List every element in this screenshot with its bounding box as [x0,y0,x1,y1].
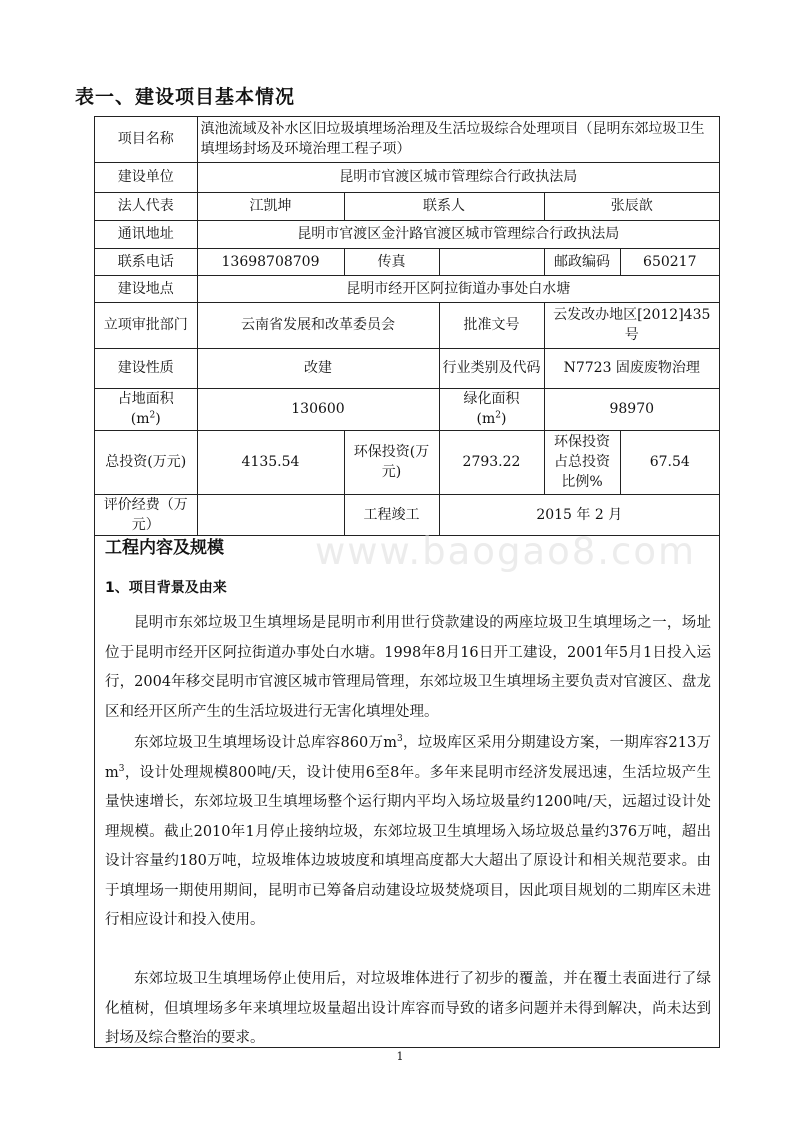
postcode-value: 650217 [620,248,719,275]
eval-fee-value [197,494,344,535]
table-row [95,162,719,192]
nature-label: 建设性质 [95,348,197,388]
env-ratio-value: 67.54 [620,430,719,494]
eval-fee-label: 评价经费（万元） [95,494,197,535]
table-row [95,248,719,275]
table-row [95,430,719,494]
table-row [95,302,719,348]
green-label [439,388,544,430]
env-invest-value: 2793.22 [439,430,544,494]
nature-value: 改建 [197,348,439,388]
green-label-unit: (m [476,411,496,427]
area-label-unit: (m [130,411,150,427]
table-row [95,117,719,162]
approval-dept-label: 立项审批部门 [95,302,197,348]
watermark: www.baogao8.com [315,530,697,573]
green-value: 98970 [544,388,719,430]
green-label-text: 绿化面积 [463,391,520,407]
industry-value: N7723 固废废物治理 [544,348,719,388]
address-value: 昆明市官渡区金汁路官渡区城市管理综合行政执法局 [197,220,719,248]
area-label-close: ) [155,411,161,427]
green-label-sup: 2 [495,410,501,421]
paragraph-2-part-b: ，垃圾库区采用分期建设方案，一期库容213万m [105,735,711,781]
approval-no-label: 批准文号 [439,302,544,348]
table-row [95,494,719,535]
industry-label: 行业类别及代码 [439,348,544,388]
fax-value [439,248,544,275]
area-label-text: 占地面积 [117,391,174,407]
table-row [95,348,719,388]
phone-label: 联系电话 [95,248,197,275]
contact-label: 联系人 [344,192,544,220]
section-title: 工程内容及规模 [105,538,224,558]
invest-label: 总投资(万元) [95,430,197,494]
area-label [95,388,197,430]
table-row [95,220,719,248]
project-name-label: 项目名称 [95,117,197,162]
paragraph-2-part-a: 东郊垃圾卫生填埋场设计总库容860万m [134,735,397,751]
env-ratio-label: 环保投资占总投资比例% [544,430,620,494]
invest-value: 4135.54 [197,430,344,494]
green-label-close: ) [501,411,507,427]
paragraph-1: 昆明市东郊垃圾卫生填埋场是昆明市利用世行贷款建设的两座垃圾卫生填埋场之一，场址位于昆明市经开区阿拉街道办事处白水塘。1998年8月16日开工建设，2001年5月1日投入运行，2004年移交昆明市官渡区城市管理局管理，东郊垃圾卫生填埋场主要负责对官渡区、盘龙区和经开区所产生的生活垃圾进行无害化填埋处理。 [105,615,711,720]
paragraph-2-part-c: ，设计处理规模800吨/天，设计使用6至8年。多年来昆明市经济发展迅速，生活垃圾产生量快速增长，东郊垃圾卫生填埋场整个运行期内平均入场垃圾量约1200吨/天，远超过设计处理规模。截止2010年1月停止接纳垃圾，东郊垃圾卫生填埋场入场垃圾总量约376万吨，超出设计容量约180万吨，垃圾堆体边坡坡度和填埋高度都大大超出了原设计和相关规范要求。由于填埋场一期使用期间，昆明市已筹备启动建设垃圾焚烧项目，因此项目规划的二期库区未进行相应设计和投入使用。 [105,764,711,928]
page-number: 1 [396,1050,404,1063]
area-value: 130600 [197,388,439,430]
table-row [95,275,719,302]
legal-rep-value: 江凯坤 [197,192,344,220]
site-value: 昆明市经开区阿拉街道办事处白水塘 [197,275,719,302]
completion-label: 工程竣工 [344,494,439,535]
paragraph-3: 东郊垃圾卫生填埋场停止使用后，对垃圾堆体进行了初步的覆盖，并在覆土表面进行了绿化植树，但填埋场多年来填埋垃圾量超出设计库容而导致的诸多问题并未得到解决，尚未达到封场及综合整治的要求。 [105,971,711,1046]
area-label-sup: 2 [149,410,156,421]
env-invest-label: 环保投资(万元) [344,430,439,494]
contact-value: 张辰歆 [544,192,719,220]
builder-label: 建设单位 [95,162,197,192]
form-frame [94,116,720,1048]
table-row [95,388,719,430]
sub-title: 1、项目背景及由来 [105,580,227,596]
page-title: 表一、建设项目基本情况 [75,86,296,108]
legal-rep-label: 法人代表 [95,192,197,220]
paragraph-2-sup-2: 3 [118,763,125,774]
phone-value: 13698708709 [197,248,344,275]
fax-label: 传真 [344,248,439,275]
approval-dept-value: 云南省发展和改革委员会 [197,302,439,348]
project-name-value: 滇池流域及补水区旧垃圾填埋场治理及生活垃圾综合处理项目（昆明东郊垃圾卫生填埋场封场及环境治理工程子项） [197,117,719,162]
builder-value: 昆明市官渡区城市管理综合行政执法局 [197,162,719,192]
paragraph-2-sup-1: 3 [397,734,403,745]
table-row [95,192,719,220]
address-label: 通讯地址 [95,220,197,248]
approval-no-value: 云发改办地区[2012]435号 [544,302,719,348]
postcode-label: 邮政编码 [544,248,620,275]
completion-value: 2015 年 2 月 [439,494,719,535]
project-info-table [95,117,719,536]
paragraph-2 [105,729,711,936]
site-label: 建设地点 [95,275,197,302]
